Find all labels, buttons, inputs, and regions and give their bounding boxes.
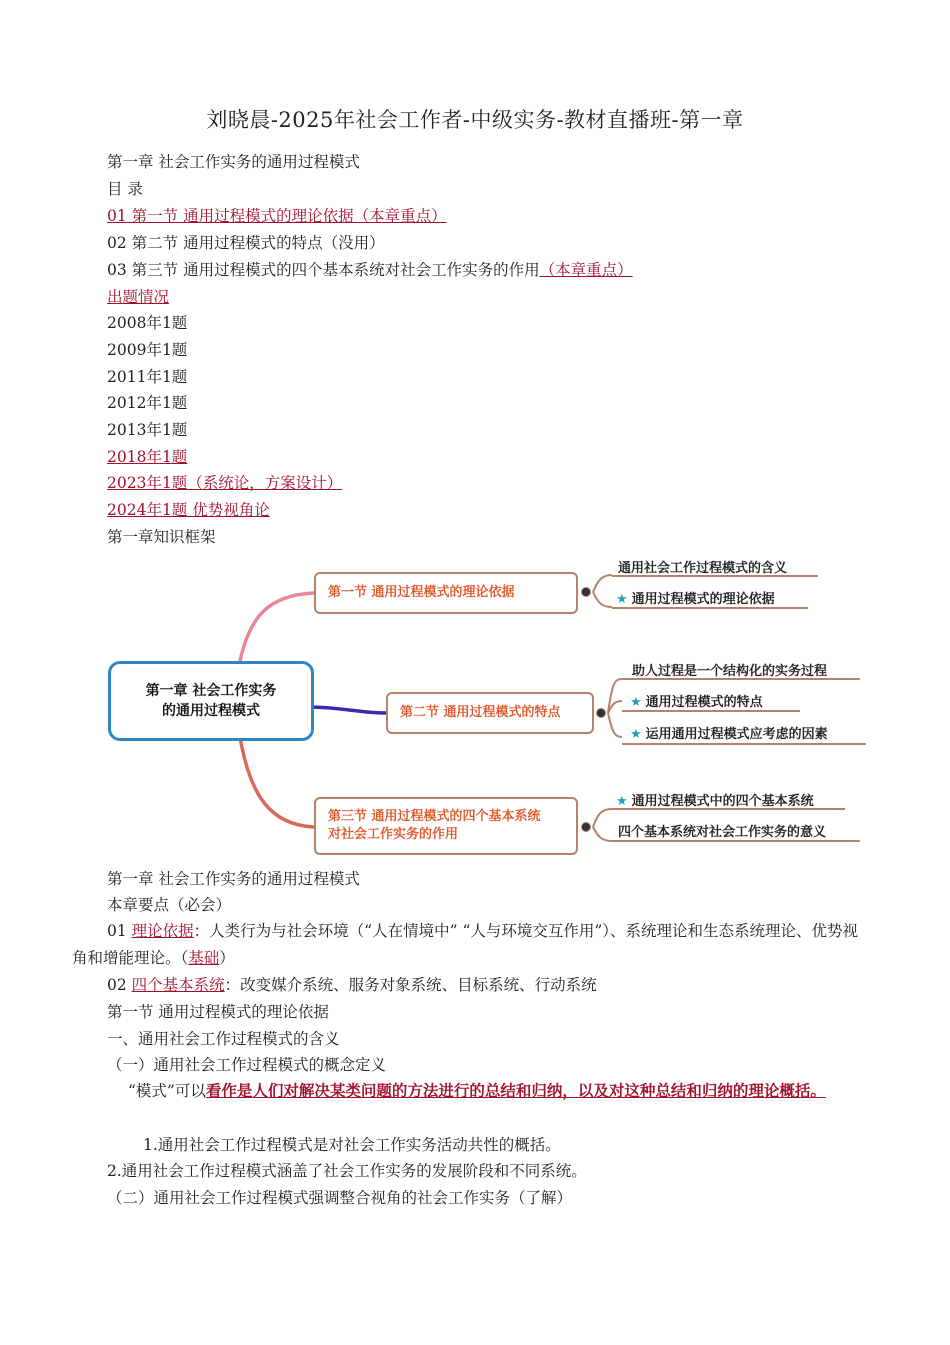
section-1-leaf-1: 通用社会工作过程模式的含义 [618,561,788,576]
section-2-leaf-3: ★ 运用通用过程模式应考虑的因素 [630,727,828,742]
point-1: 1.通用社会工作过程模式是对社会工作实务活动共性的概括。 [143,1136,561,1154]
mindmap-section-3: 第三节 通用过程模式的四个基本系统 对社会工作实务的作用 [314,797,578,855]
exam-year-2018: 2018年1题 [107,448,188,466]
subsection-1: 一、通用社会工作过程模式的含义 [107,1030,340,1048]
section-2-collapse-dot [596,708,606,718]
subsection-1-1: （一）通用社会工作过程模式的概念定义 [107,1056,387,1074]
star-icon: ★ [616,794,628,809]
toc-chapter: 第一章 社会工作实务的通用过程模式 [107,153,360,171]
exam-year-2009: 2009年1题 [107,341,188,359]
toc-item-1[interactable]: 01 第一节 通用过程模式的理论依据（本章重点） [107,207,447,225]
toc-heading: 目 录 [107,180,143,198]
exam-year-2024-count: 2024年1题 [107,501,188,519]
star-icon: ★ [616,592,628,607]
section-1-title: 第一节 通用过程模式的理论依据 [107,1003,329,1021]
key-points-heading: 本章要点（必会） [107,896,232,914]
toc-item-3[interactable] [107,260,633,280]
root-line-1: 第一章 社会工作实务 [145,683,277,699]
framework-heading: 第一章知识框架 [107,528,216,546]
point-2: 2.通用社会工作过程模式涵盖了社会工作实务的发展阶段和不同系统。 [107,1162,587,1180]
key-point-1: 01 理论依据：人类行为与社会环境（“人在情境中” “人与环境交互作用”）、系统理论和生态系统理论、优势视角和增能理论。（基础） [72,922,859,967]
section-1-leaf-2: ★ 通用过程模式的理论依据 [616,592,775,607]
root-line-2: 的通用过程模式 [162,703,260,719]
section-3-collapse-dot [581,822,591,832]
exam-year-2008: 2008年1题 [107,314,188,332]
section-3-leaf-2: 四个基本系统对社会工作实务的意义 [618,825,827,840]
toc-item-2[interactable]: 02 第二节 通用过程模式的特点（没用） [107,234,385,252]
four-systems-label: 四个基本系统 [131,976,225,994]
toc-item-3-text: 03 第三节 通用过程模式的四个基本系统对社会工作实务的作用 [107,261,540,279]
page-title: 刘晓晨-2025年社会工作者-中级实务-教材直播班-第一章 [206,108,744,132]
star-icon: ★ [630,695,642,710]
key-point-2: 02 四个基本系统：改变媒介系统、服务对象系统、目标系统、行动系统 [107,976,597,994]
section-2-leaf-1: 助人过程是一个结构化的实务过程 [632,664,828,679]
toc-item-3-mark: （本章重点） [539,261,633,279]
exam-year-2023: 2023年1题（系统论，方案设计） [107,474,343,492]
star-icon: ★ [630,727,642,742]
exam-year-2024-topic: 优势视角论 [192,501,270,519]
knowledge-mindmap [100,555,880,865]
mindmap-section-2: 第二节 通用过程模式的特点 [386,692,594,734]
mindmap-root [108,661,314,741]
body-chapter-title: 第一章 社会工作实务的通用过程模式 [107,870,360,888]
model-definition-highlight: 看作是人们对解决某类问题的方法进行的总结和归纳，以及对这种总结和归纳的理论概括。 [205,1081,826,1100]
exam-year-2012: 2012年1题 [107,394,188,412]
mindmap-section-1: 第一节 通用过程模式的理论依据 [314,572,578,614]
exam-year-2011: 2011年1题 [107,368,188,386]
exam-year-2024 [107,500,270,520]
section-3-leaf-1: ★ 通用过程模式中的四个基本系统 [616,794,814,809]
section-1-collapse-dot [581,587,591,597]
exam-heading: 出题情况 [107,288,170,306]
model-definition: “模式”可以看作是人们对解决某类问题的方法进行的总结和归纳，以及对这种总结和归纳的理论概括。 [128,1081,826,1100]
basic-mark: 基础 [188,948,220,967]
section-2-leaf-2: ★ 通用过程模式的特点 [630,695,763,710]
theory-basis-label: 理论依据 [131,922,194,940]
subsection-1-2: （二）通用社会工作过程模式强调整合视角的社会工作实务（了解） [107,1189,573,1207]
exam-year-2013: 2013年1题 [107,421,188,439]
